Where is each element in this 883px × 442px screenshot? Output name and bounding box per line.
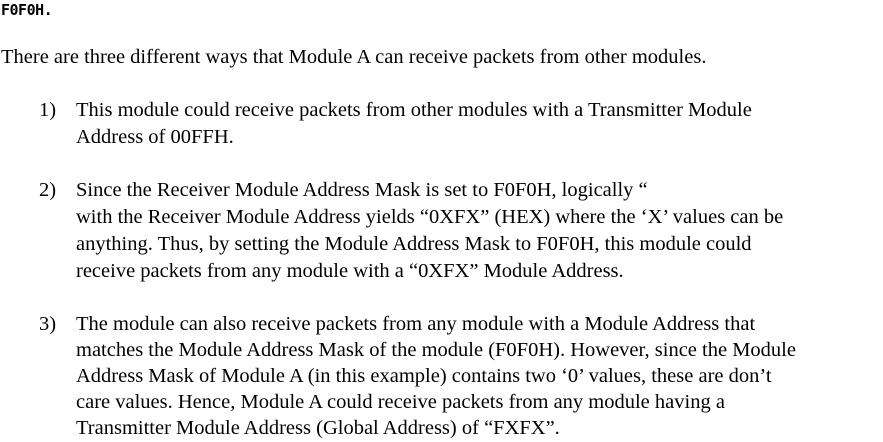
intro-paragraph: There are three different ways that Module A can receive packets from other modules. — [1, 46, 707, 68]
list-item-line: This module could receive packets from other modules with a Transmitter Module — [76, 99, 752, 121]
list-number: 1) — [39, 99, 57, 121]
list-item-line: receive packets from any module with a “0XFX” Module Address. — [76, 260, 624, 282]
list-item-line: Address of 00FFH. — [76, 126, 234, 148]
list-number: 2) — [39, 179, 57, 201]
list-item-line: Transmitter Module Address (Global Address) of “FXFX”. — [76, 417, 560, 439]
section-heading: F0F0H. — [1, 1, 53, 19]
list-item-line: anything. Thus, by setting the Module Address Mask to F0F0H, this module could — [76, 233, 752, 255]
list-item-line: care values. Hence, Module A could receive packets from any module having a — [76, 391, 725, 413]
list-item-line: The module can also receive packets from any module with a Module Address that — [76, 313, 756, 335]
list-item-line: Since the Receiver Module Address Mask is set to F0F0H, logically “ — [76, 179, 648, 201]
list-item-line: with the Receiver Module Address yields “0XFX” (HEX) where the ‘X’ values can be — [76, 206, 784, 228]
list-item-line: matches the Module Address Mask of the module (F0F0H). However, since the Module — [76, 339, 796, 361]
list-number: 3) — [39, 313, 57, 335]
list-item-line: Address Mask of Module A (in this example) contains two ‘0’ values, these are don’t — [76, 365, 772, 387]
